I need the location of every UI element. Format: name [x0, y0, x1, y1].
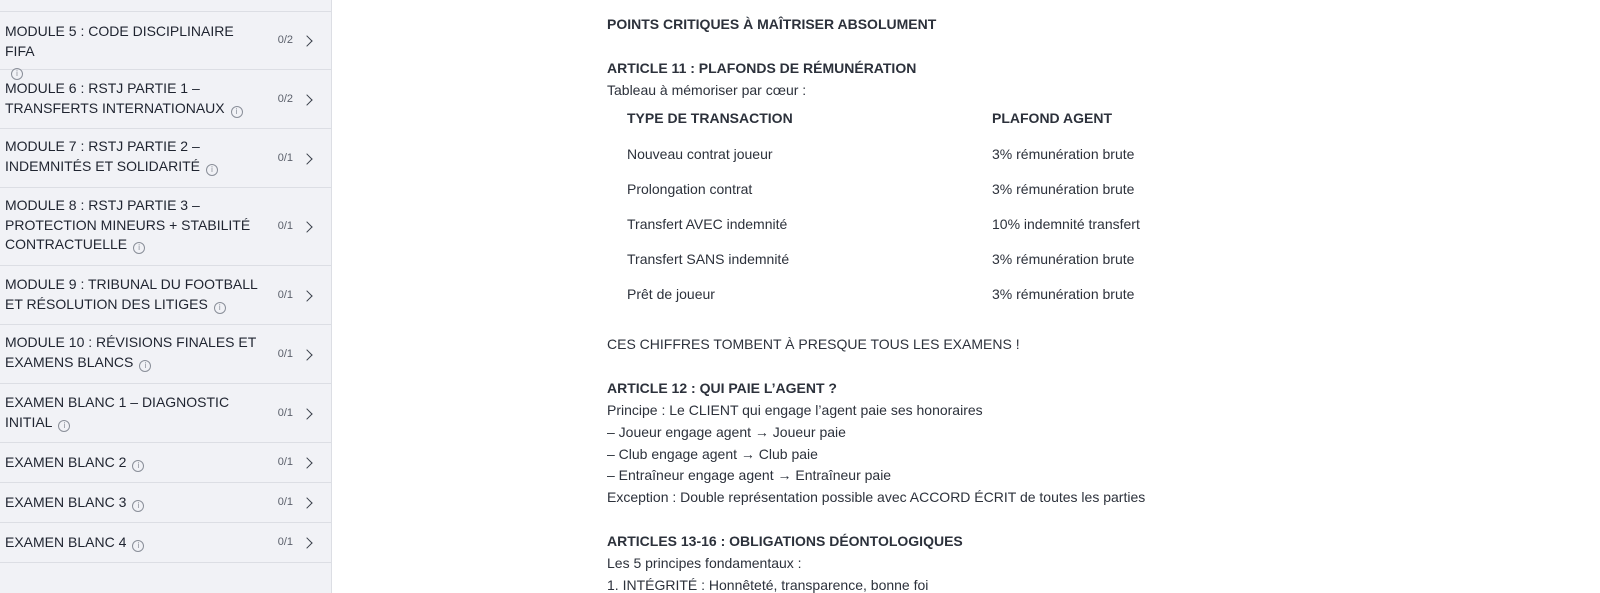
module-title: [5, 333, 265, 372]
module-title-text: MODULE 7 : RSTJ PARTIE 2 – INDEMNITÉS ET SOLIDARITÉ: [5, 138, 200, 174]
module-title-text: EXAMEN BLANC 1 – DIAGNOSTIC INITIAL: [5, 394, 230, 430]
article-12-line: – Joueur engage agent → Joueur paie: [607, 424, 846, 440]
article-11-intro: Tableau à mémoriser par cœur :: [607, 82, 807, 98]
article-11-heading: ARTICLE 11 : PLAFONDS DE RÉMUNÉRATION: [607, 60, 917, 76]
chevron-right-icon[interactable]: [301, 153, 312, 164]
module-item[interactable]: [0, 129, 331, 188]
info-icon[interactable]: i: [132, 540, 144, 552]
table-cell: Nouveau contrat joueur: [627, 146, 773, 162]
module-progress-count: 0/2: [277, 34, 293, 46]
info-icon[interactable]: i: [132, 500, 144, 512]
article-12-line: Exception : Double représentation possible avec ACCORD ÉCRIT de toutes les parties: [607, 489, 1146, 505]
module-title-text: MODULE 9 : TRIBUNAL DU FOOTBALL ET RÉSOLUTION DES LITIGES: [5, 276, 258, 312]
table-cell: Prolongation contrat: [627, 181, 753, 197]
module-title-text: EXAMEN BLANC 4: [5, 534, 127, 550]
module-item[interactable]: [0, 483, 331, 523]
table-header-cap: PLAFOND AGENT: [992, 110, 1113, 126]
lesson-title: POINTS CRITIQUES À MAÎTRISER ABSOLUMENT: [607, 16, 937, 32]
module-title-text: MODULE 5 : CODE DISCIPLINAIRE FIFA: [5, 23, 234, 59]
module-item[interactable]: [0, 325, 331, 384]
article-12-line: – Club engage agent → Club paie: [607, 446, 818, 462]
module-item[interactable]: [0, 443, 331, 483]
module-title-text: MODULE 8 : RSTJ PARTIE 3 – PROTECTION MINEURS + STABILITÉ CONTRACTUELLE: [5, 197, 251, 252]
module-progress-count: 0/1: [277, 288, 293, 301]
module-title-text: MODULE 6 : RSTJ PARTIE 1 – TRANSFERTS INTERNATIONAUX: [5, 80, 225, 116]
info-icon[interactable]: i: [58, 420, 70, 432]
course-sidebar: [0, 0, 332, 593]
info-icon[interactable]: i: [231, 106, 243, 118]
module-title: [5, 393, 265, 432]
module-title: [5, 79, 265, 118]
module-item[interactable]: [0, 188, 331, 266]
table-header-type: TYPE DE TRANSACTION: [627, 110, 793, 126]
table-cell: 3% rémunération brute: [992, 146, 1135, 162]
info-icon[interactable]: i: [132, 460, 144, 472]
module-progress-count: 0/1: [277, 220, 293, 232]
chevron-right-icon[interactable]: [301, 497, 312, 508]
chevron-right-icon[interactable]: [301, 537, 312, 548]
chevron-right-icon[interactable]: [301, 35, 312, 46]
info-icon[interactable]: i: [214, 302, 226, 314]
module-title-text: MODULE 10 : RÉVISIONS FINALES ET EXAMENS BLANCS: [5, 334, 257, 370]
chevron-right-icon[interactable]: [301, 94, 312, 105]
article-12-line: Principe : Le CLIENT qui engage l’agent paie ses honoraires: [607, 402, 983, 418]
sidebar-top-divider: [0, 0, 331, 12]
module-title-text: EXAMEN BLANC 3: [5, 494, 127, 510]
module-title: [5, 533, 265, 553]
module-progress-count: 0/1: [277, 536, 293, 548]
module-title-text: EXAMEN BLANC 2: [5, 454, 127, 470]
module-title: [5, 275, 265, 314]
module-progress-count: 0/1: [277, 496, 293, 508]
chevron-right-icon[interactable]: [301, 290, 312, 301]
module-progress-count: 0/1: [277, 406, 293, 419]
table-cell: 3% rémunération brute: [992, 286, 1135, 302]
module-list: [0, 12, 331, 563]
table-cell: Transfert SANS indemnité: [627, 251, 790, 267]
chevron-right-icon[interactable]: [301, 408, 312, 419]
table-cell: Transfert AVEC indemnité: [627, 216, 788, 232]
articles-13-16-line: Les 5 principes fondamentaux :: [607, 555, 802, 571]
module-progress-count: 0/2: [277, 92, 293, 105]
articles-13-16-line: 1. INTÉGRITÉ : Honnêteté, transparence, bonne foi: [607, 577, 929, 593]
module-title: [5, 493, 265, 513]
info-icon[interactable]: i: [11, 68, 23, 80]
module-item[interactable]: [0, 523, 331, 563]
info-icon[interactable]: i: [206, 164, 218, 176]
exam-note: CES CHIFFRES TOMBENT À PRESQUE TOUS LES EXAMENS !: [607, 336, 1020, 352]
article-12-line: – Entraîneur engage agent → Entraîneur paie: [607, 467, 892, 483]
module-progress-count: 0/1: [277, 151, 293, 164]
module-title: [5, 453, 265, 473]
article-12-heading: ARTICLE 12 : QUI PAIE L’AGENT ?: [607, 380, 837, 396]
module-item[interactable]: [0, 70, 331, 129]
table-cell: 3% rémunération brute: [992, 251, 1135, 267]
info-icon[interactable]: i: [139, 360, 151, 372]
articles-13-16-heading: ARTICLES 13-16 : OBLIGATIONS DÉONTOLOGIQUES: [607, 533, 963, 549]
info-icon[interactable]: i: [133, 242, 145, 254]
chevron-right-icon[interactable]: [301, 349, 312, 360]
table-cell: 3% rémunération brute: [992, 181, 1135, 197]
module-progress-count: 0/1: [277, 347, 293, 360]
chevron-right-icon[interactable]: [301, 221, 312, 232]
module-title: [5, 196, 265, 255]
module-progress-count: 0/1: [277, 456, 293, 468]
module-item[interactable]: [0, 12, 331, 78]
table-cell: Prêt de joueur: [627, 286, 715, 302]
chevron-right-icon[interactable]: [301, 457, 312, 468]
module-item[interactable]: [0, 384, 331, 443]
table-cell: 10% indemnité transfert: [992, 216, 1140, 232]
module-title: [5, 137, 265, 176]
module-item[interactable]: [0, 266, 331, 325]
